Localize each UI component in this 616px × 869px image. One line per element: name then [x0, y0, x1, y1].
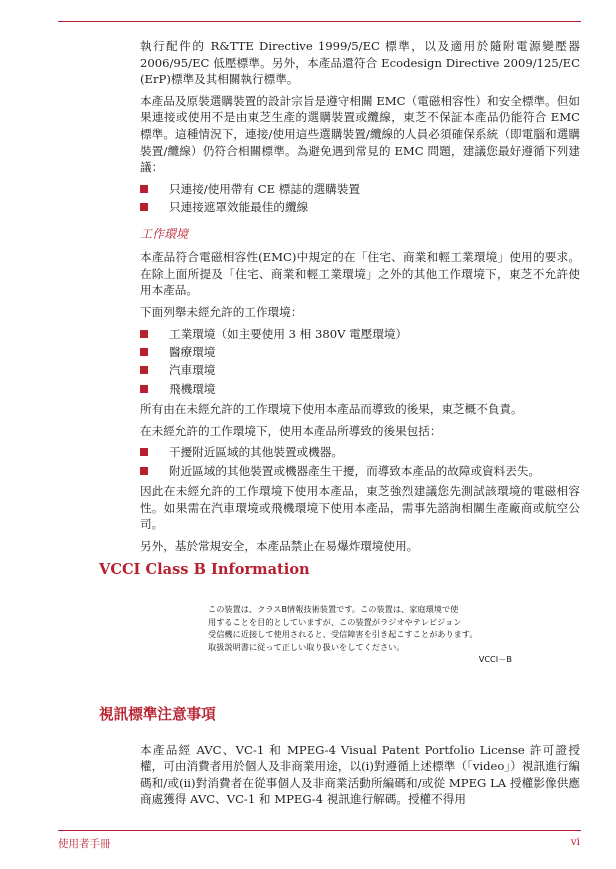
paragraph-liability: 所有由在未經允許的工作環境下使用本產品而導致的後果，東芝概不負責。: [140, 402, 523, 417]
bullet-square-icon: [140, 366, 148, 374]
list-item: 只連接遮罩效能最佳的纜線: [140, 199, 580, 215]
paragraph-video-license: 本產品經 AVC、VC-1 和 MPEG-4 Visual Patent Portfolio License 許可證授權，可由消費者用於個人及非商業用途，以(i)對遵循上述標準（「video」）視訊進行編碼和/或(ii)對消費者在從事個人及非商業活動所編碼和/或從 MPEG LA 授權影像供應商處獲得 AVC、VC-1 和 MPEG-4 視訊進行解碼。授權不得用: [140, 742, 580, 807]
list-item: 汽車環境: [140, 362, 580, 378]
list-item: 工業環境（如主要使用 3 相 380V 電壓環境）: [140, 326, 580, 342]
emc-recommendation-list: [140, 181, 580, 216]
main-content: [140, 38, 580, 560]
vcci-line: 用することを目的としていますが、この装置がラジオやテレビジョン: [208, 616, 462, 627]
subheading-work-environment: 工作環境: [140, 226, 189, 241]
vcci-line: 受信機に近接して使用されると、受信障害を引き起こすことがあります。: [208, 629, 478, 639]
consequence-list: [140, 444, 580, 479]
list-item: 干擾附近區域的其他裝置或機器。: [140, 444, 580, 460]
vcci-section-title: VCCI Class B Information: [99, 561, 310, 578]
bullet-square-icon: [140, 467, 148, 475]
video-section-title: 視訊標準注意事項: [99, 706, 216, 723]
paragraph-emc-requirements: 本產品符合電磁相容性(EMC)中規定的在「住宅、商業和輕工業環境」使用的要求。在除上面所提及「住宅、商業和輕工業環境」之外的其他工作環境下，東芝不允許使用本產品。: [140, 250, 580, 298]
vcci-line: 取扱説明書に従って正しい取り扱いをしてください。: [208, 641, 405, 652]
page-number: vi: [570, 836, 580, 848]
bullet-square-icon: [140, 448, 148, 456]
list-item: 飛機環境: [140, 381, 580, 397]
paragraph-unpermitted-intro: 下面列舉未經允許的工作環境：: [140, 304, 303, 319]
paragraph-explosive-environment: 另外，基於常規安全，本產品禁止在易爆炸環境使用。: [140, 538, 419, 553]
header-rule: [58, 21, 581, 22]
vcci-signature: VCCI－B: [478, 654, 512, 664]
paragraph-consequences-intro: 在未經允許的工作環境下，使用本產品所導致的後果包括：: [140, 423, 442, 438]
bullet-square-icon: [140, 185, 148, 193]
bullet-square-icon: [140, 385, 148, 393]
bullet-square-icon: [140, 330, 148, 338]
footer-manual-title: 使用者手冊: [58, 838, 111, 850]
list-item: 醫療環境: [140, 344, 580, 360]
bullet-square-icon: [140, 203, 148, 211]
unpermitted-environment-list: [140, 326, 580, 398]
footer-rule: [58, 830, 581, 831]
vcci-notice: [208, 603, 518, 666]
bullet-square-icon: [140, 348, 148, 356]
paragraph-emc: 本產品及原裝選購裝置的設計宗旨是遵守相關 EMC（電磁相容性）和安全標準。但如果連接或使用不是由東芝生產的選購裝置或纜線，東芝不保証本產品仍能符合 EMC 標準。這種情況下，連接/使用這些選購裝置/纜線的人員必須確保系統（即電腦和選購裝置/纜線）仍符合相關標準。為避免遇到常見的 EMC 問題，建議您最好遵循下列建議：: [140, 93, 580, 175]
list-item: 附近區域的其他裝置或機器產生干擾，而導致本產品的故障或資料丟失。: [140, 463, 580, 479]
paragraph-testing-advice: 因此在未經允許的工作環境下使用本產品，東芝強烈建議您先測試該環境的電磁相容性。如果需在汽車環境或飛機環境下使用本產品，需事先諮詢相關生產廠商或航空公司。: [140, 484, 580, 532]
paragraph-rtte: 執行配件的 R&TTE Directive 1999/5/EC 標準，以及適用於隨附電源變壓器 2006/95/EC 低壓標準。另外，本產品還符合 Ecodesign Directive 2009/125/EC (ErP)標準及其相關執行標準。: [140, 39, 580, 87]
list-item: 只連接/使用帶有 CE 標誌的選購裝置: [140, 181, 580, 197]
vcci-line: この装置は、クラスB情報技術装置です。この装置は、家庭環境で使: [208, 604, 459, 614]
video-content: [140, 730, 580, 820]
